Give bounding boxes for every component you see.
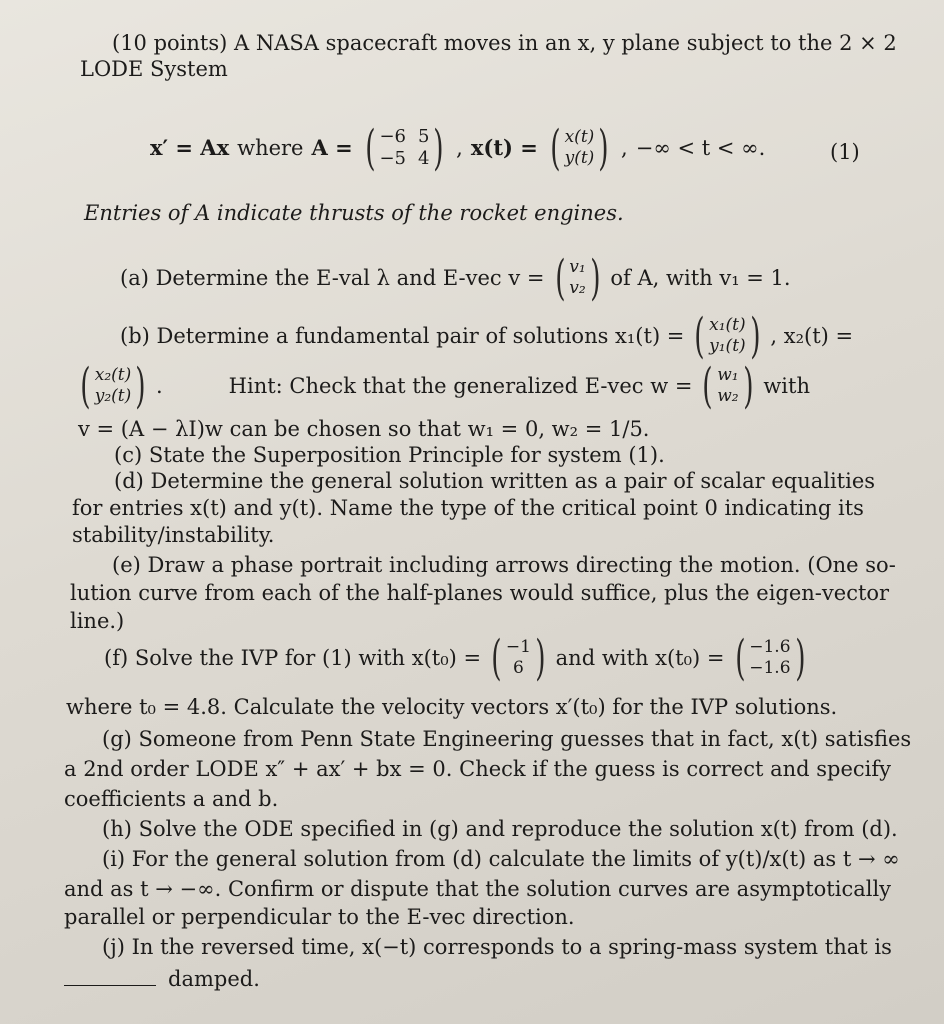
thrust-note: Entries of A indicate thrusts of the rocket engines.: [84, 201, 624, 225]
part-j-1: (j) In the reversed time, x(−t) corresponds to a spring-mass system that is: [102, 935, 892, 959]
matrix-a-entry: −6: [379, 126, 406, 147]
vector-entry: y(t): [564, 148, 595, 168]
vector-x-label: x(t) =: [470, 135, 538, 160]
part-j-2-text: damped.: [168, 967, 260, 991]
matrix-a-entry: −5: [379, 148, 406, 169]
part-a: [120, 250, 791, 306]
part-b: [120, 308, 854, 364]
part-h: (h) Solve the ODE specified in (g) and reproduce the solution x(t) from (d).: [102, 817, 898, 841]
part-f-mid: and with x(t₀) =: [555, 646, 725, 670]
part-d-2: for entries x(t) and y(t). Name the type of the critical point 0 indicating its: [72, 496, 864, 520]
solution-x2: ( x₂(t) y₂(t) ): [80, 358, 146, 414]
part-g-3: coefficients a and b.: [64, 787, 279, 811]
vector-entry: v₁: [569, 257, 586, 277]
vector-entry: x₂(t): [94, 365, 132, 385]
vector-entry: v₂: [569, 278, 586, 298]
vector-entry: y₁(t): [709, 336, 746, 356]
part-d-3: stability/instability.: [72, 523, 275, 547]
system-equation: x′ = Ax where A = ( −6 5 −5 4 ) , x(t) = ( x(t) y(t) ) , −∞ < t < ∞.: [150, 120, 766, 176]
part-g-2: a 2nd order LODE x″ + ax′ + bx = 0. Check if the guess is correct and specify: [64, 757, 892, 781]
part-e-2: lution curve from each of the half-planes would suffice, plus the eigen-vector: [70, 581, 890, 605]
vector-entry: y₂(t): [94, 386, 132, 406]
vector-entry: −1.6: [749, 637, 791, 657]
intro-line-1: (10 points) A NASA spacecraft moves in an x, y plane subject to the 2 × 2: [112, 31, 897, 55]
matrix-a-label: A =: [311, 135, 353, 160]
part-f: [104, 630, 809, 686]
part-b-mid: , x₂(t) =: [770, 324, 854, 348]
part-a-text-end: of A, with v₁ = 1.: [610, 266, 791, 290]
answer-blank[interactable]: [64, 984, 156, 986]
generalized-eigenvector-w: ( w₁ w₂ ): [702, 358, 754, 414]
hint-text: Hint: Check that the generalized E-vec w =: [228, 374, 693, 398]
intro-line-2: LODE System: [80, 57, 228, 81]
vector-entry: x₁(t): [709, 315, 746, 335]
part-b-hint-2: v = (A − λI)w can be chosen so that w₁ = 0, w₂ = 1/5.: [78, 417, 650, 441]
part-e-1: (e) Draw a phase portrait including arrows directing the motion. (One so-: [112, 553, 896, 577]
part-j-2: [64, 966, 260, 992]
matrix-a-entry: 4: [417, 148, 430, 169]
vector-entry: w₂: [717, 386, 739, 406]
equation-lhs: x′ = Ax: [150, 135, 230, 160]
part-b-hint: ( x₂(t) y₂(t) ) . Hint: Check that the generalized E-vec w = ( w₁ w₂ ) with: [76, 362, 810, 410]
part-c: (c) State the Superposition Principle for system (1).: [114, 443, 665, 467]
vector-entry: w₁: [717, 365, 739, 385]
part-f-2: where t₀ = 4.8. Calculate the velocity vectors x′(t₀) for the IVP solutions.: [66, 695, 838, 719]
matrix-a-entry: 5: [417, 126, 430, 147]
equation-where: where: [237, 136, 304, 160]
vector-entry: 6: [512, 658, 524, 678]
equation-number: (1): [830, 140, 860, 164]
matrix-a: ( −6 5 −5 4 ): [364, 120, 444, 176]
part-a-text: (a) Determine the E-val λ and E-vec v =: [120, 266, 545, 290]
vector-entry: −1.6: [749, 658, 791, 678]
initial-condition-1: ( −1 6 ): [491, 630, 546, 686]
part-g-1: (g) Someone from Penn State Engineering guesses that in fact, x(t) satisfies: [102, 727, 912, 751]
solution-x1: ( x₁(t) y₁(t) ): [694, 308, 761, 364]
part-i-3: parallel or perpendicular to the E-vec direction.: [64, 905, 575, 929]
part-f-text: (f) Solve the IVP for (1) with x(t₀) =: [104, 646, 482, 670]
time-range: −∞ < t < ∞.: [635, 136, 766, 160]
part-i-1: (i) For the general solution from (d) calculate the limits of y(t)/x(t) as t → ∞: [102, 847, 900, 871]
initial-condition-2: ( −1.6 −1.6 ): [734, 630, 806, 686]
part-d-1: (d) Determine the general solution written as a pair of scalar equalities: [114, 469, 876, 493]
part-i-2: and as t → −∞. Confirm or dispute that the solution curves are asymptotically: [64, 877, 892, 901]
hint-with: with: [763, 374, 810, 398]
vector-x: ( x(t) y(t) ): [550, 120, 609, 176]
vector-entry: x(t): [564, 127, 595, 147]
part-e-3: line.): [70, 609, 125, 633]
eigenvector-v: ( v₁ v₂ ): [554, 250, 601, 306]
vector-entry: −1: [505, 637, 531, 657]
part-b-text: (b) Determine a fundamental pair of solutions x₁(t) =: [120, 324, 685, 348]
